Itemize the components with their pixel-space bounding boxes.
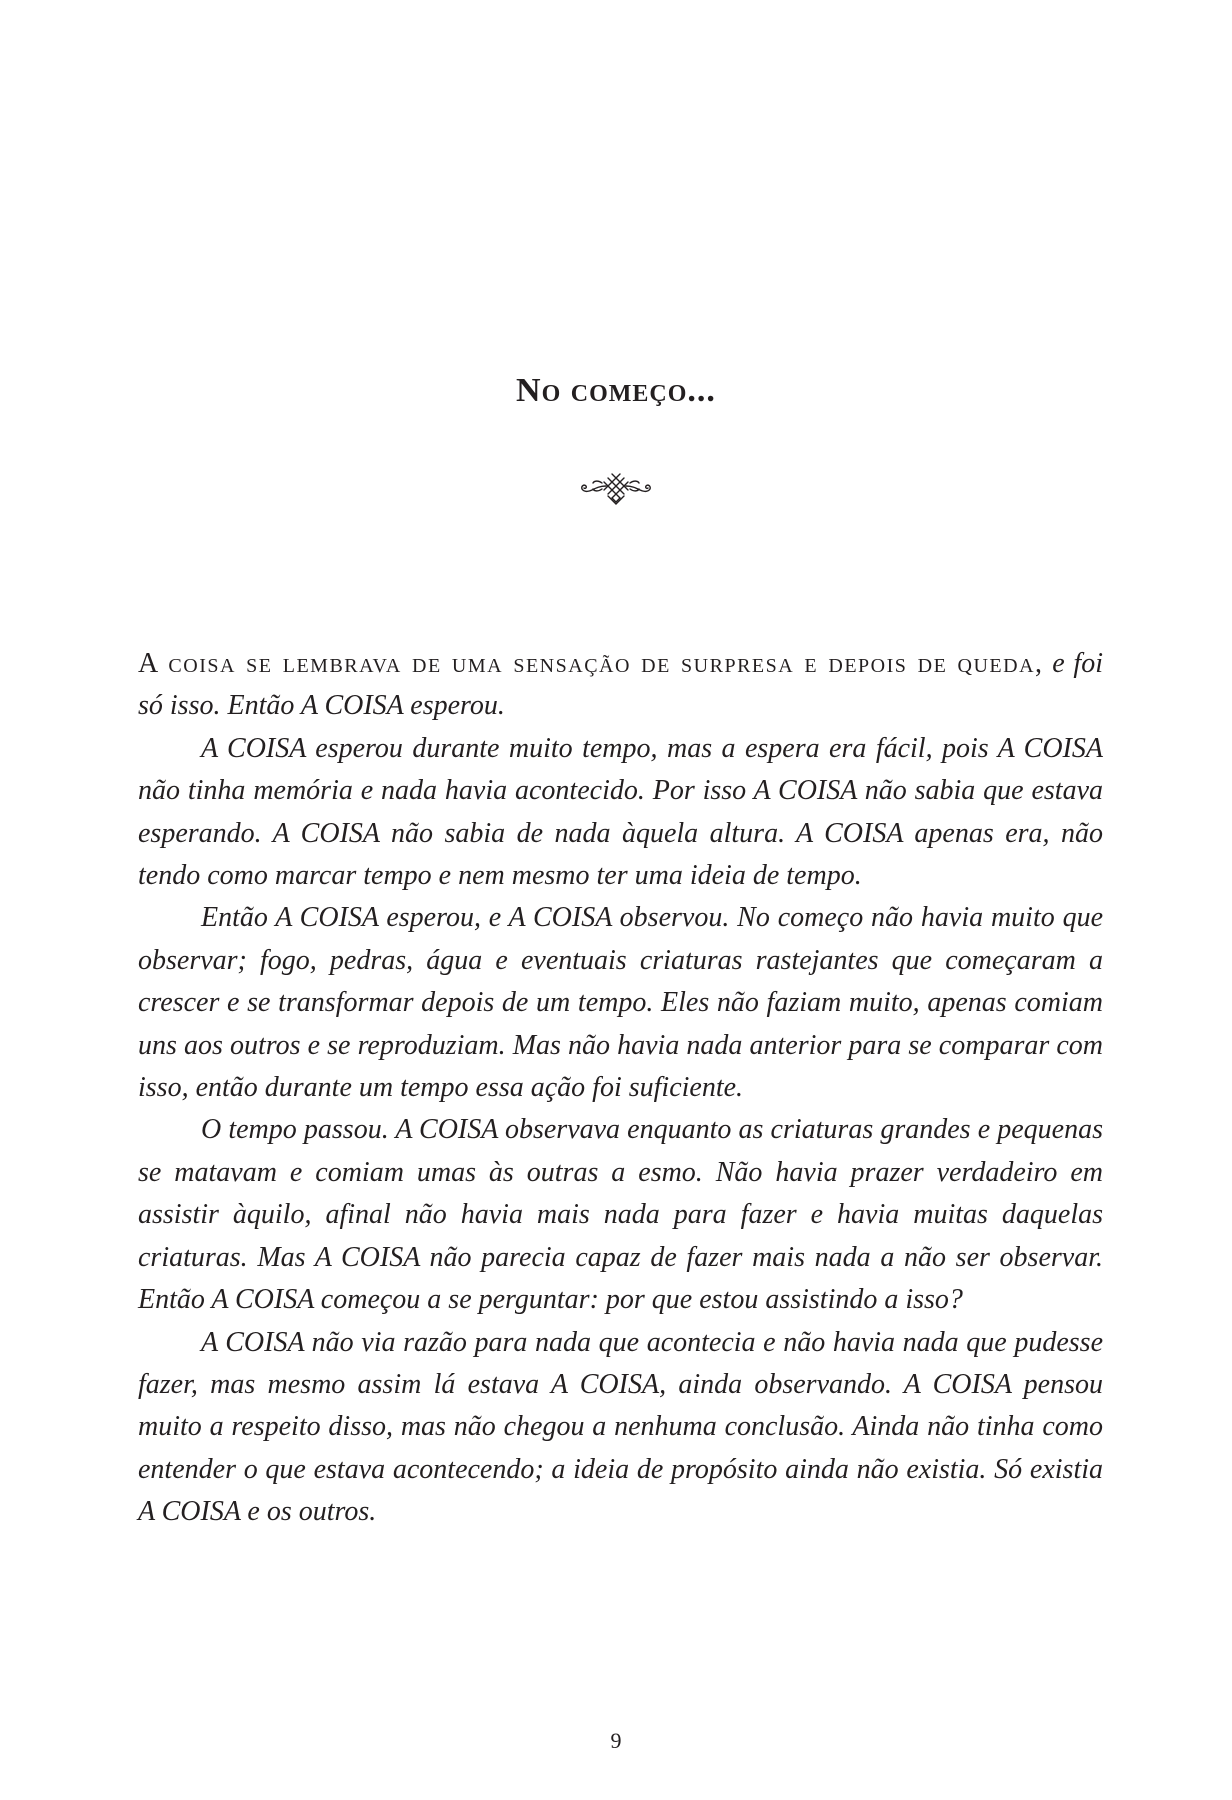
chapter-title: No começo... bbox=[516, 372, 716, 409]
flourish-ornament-icon bbox=[578, 470, 654, 510]
paragraph: Então A COISA esperou, e A COISA observou. No começo não havia muito que observar; fogo, pedras, água e eventuais criaturas rastejantes que começaram a crescer e se transformar depois de um tempo. Eles não faziam muito, apenas comiam uns aos outros e se reproduziam. Mas não havia nada anterior para se comparar com isso, então durante um tempo essa ação foi suficiente. bbox=[138, 902, 1103, 1104]
paragraph-opening bbox=[138, 643, 1103, 728]
chapter-body bbox=[138, 643, 1103, 1534]
paragraph: A COISA esperou durante muito tempo, mas a espera era fácil, pois A COISA não tinha memória e nada havia acontecido. Por isso A COISA não sabia que estava esperando. A COISA não sabia de nada àquela altura. A COISA apenas era, não tendo como marcar tempo e nem mesmo ter uma ideia de tempo. bbox=[138, 732, 1103, 892]
paragraph: O tempo passou. A COISA observava enquanto as criaturas grandes e pequenas se matavam e comiam umas às outras a esmo. Não havia prazer verdadeiro em assistir àquilo, afinal não havia mais nada para fazer e havia muitas daquelas criaturas. Mas A COISA não parecia capaz de fazer mais nada a não ser observar. Então A COISA começou a se perguntar: por que estou assistindo a isso? bbox=[138, 1114, 1103, 1316]
page-number: 9 bbox=[610, 1728, 622, 1753]
paragraph: A COISA não via razão para nada que acontecia e não havia nada que pudesse fazer, mas mesmo assim lá estava A COISA, ainda observando. A COISA pensou muito a respeito disso, mas não chegou a nenhuma conclusão. Ainda não tinha como entender o que estava acontecendo; a ideia de propósito ainda não existia. Só existia A COISA e os outros. bbox=[138, 1326, 1103, 1528]
small-caps-lead-in: A coisa se lembrava de uma sensação de surpresa e depois de queda, bbox=[138, 648, 1044, 679]
opening-paragraph-text: e foi só isso. Então A COISA esperou. bbox=[138, 648, 1103, 722]
